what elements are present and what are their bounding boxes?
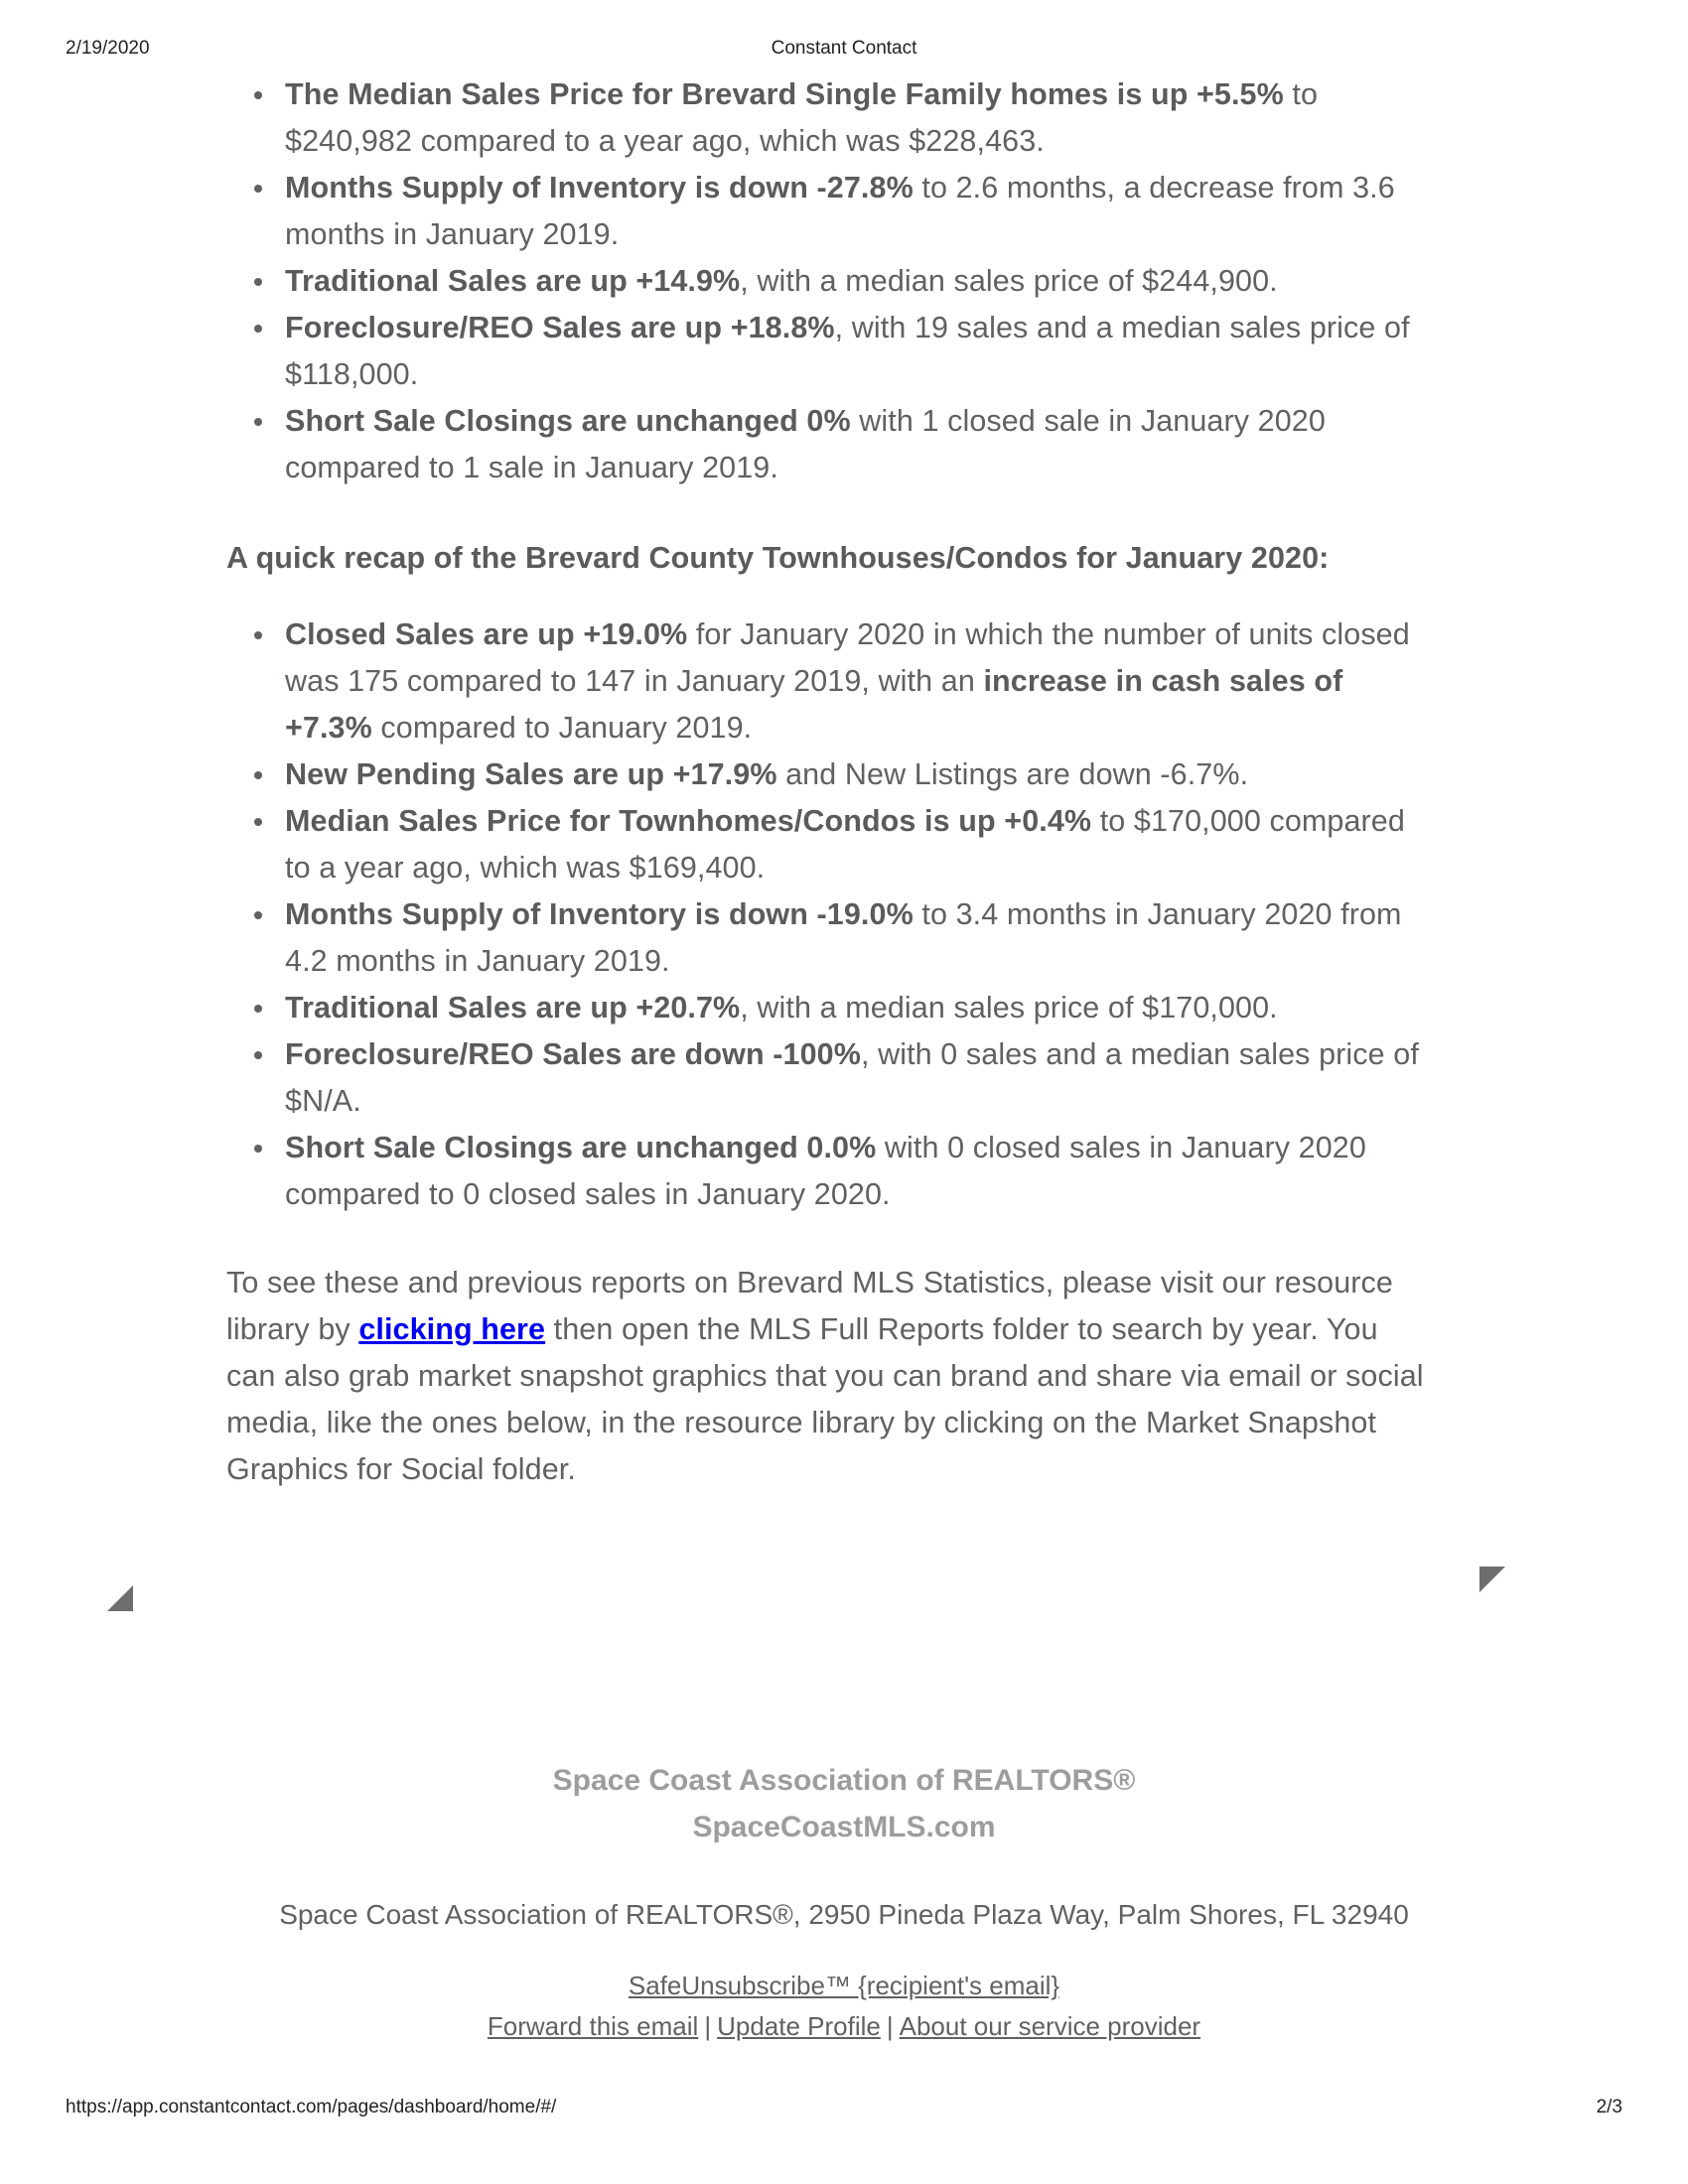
section-heading: A quick recap of the Brevard County Townhouses/Condos for January 2020: (226, 541, 1330, 575)
bullet-bold-lead: Median Sales Price for Townhomes/Condos is up +0.4% (285, 804, 1092, 838)
crop-mark-right-icon (1479, 1567, 1505, 1592)
bullet-dot-icon (254, 1051, 262, 1059)
bullet-dot-icon (254, 911, 262, 919)
safe-unsubscribe-link[interactable]: SafeUnsubscribe™ {recipient's email} (628, 1971, 1060, 2000)
bullet-text: to $240,982 compared to a year ago, which was $228,463. (285, 77, 1319, 158)
bullet-bold-lead: Short Sale Closings are unchanged 0% (285, 404, 851, 438)
footer-separator: | (704, 2011, 712, 2041)
clicking-here-link[interactable]: clicking here (358, 1312, 546, 1346)
condo-bullet-list (226, 612, 1428, 1218)
bullet-dot-icon (254, 91, 262, 99)
list-item (226, 305, 1428, 398)
list-item (226, 985, 1428, 1031)
bullet-text: and New Listings are down -6.7%. (776, 757, 1249, 791)
update-profile-link[interactable]: Update Profile (717, 2011, 881, 2041)
bullet-text: to 3.4 months in January 2020 from 4.2 months in January 2019. (285, 897, 1402, 978)
print-footer-url: https://app.constantcontact.com/pages/dashboard/home/#/ (66, 2097, 557, 2117)
branding-org-name: Space Coast Association of REALTORS® (552, 1764, 1136, 1797)
closing-paragraph (226, 1260, 1428, 1493)
bullet-bold-lead: Traditional Sales are up +14.9% (285, 264, 741, 298)
bullet-bold-lead: Foreclosure/REO Sales are up +18.8% (285, 311, 835, 344)
list-item (226, 71, 1428, 165)
closing-text-before: To see these and previous reports on Brevard MLS Statistics, please visit our resource library by (226, 1266, 1393, 1346)
footer-links-row (0, 2011, 1688, 2042)
print-footer-page-number: 2/3 (1596, 2097, 1622, 2117)
footer-unsubscribe-row (0, 1971, 1688, 2001)
list-item (226, 751, 1428, 798)
bullet-text: , with 0 sales and a median sales price of $N/A. (285, 1037, 1419, 1118)
forward-this-email-link[interactable]: Forward this email (487, 2011, 699, 2041)
bullet-bold-lead: Foreclosure/REO Sales are down -100% (285, 1037, 861, 1071)
crop-mark-left-icon (107, 1585, 133, 1611)
bullet-text: , with 19 sales and a median sales price of $118,000. (285, 311, 1410, 391)
bullet-dot-icon (254, 818, 262, 826)
bullet-bold-mid: increase in cash sales of +7.3% (285, 664, 1343, 745)
bullet-dot-icon (254, 325, 262, 333)
bullet-bold-lead: Months Supply of Inventory is down -27.8% (285, 171, 914, 205)
print-header (0, 38, 1688, 68)
print-header-title: Constant Contact (771, 38, 917, 59)
bullet-dot-icon (254, 631, 262, 639)
list-item (226, 398, 1428, 491)
bullet-text: with 0 closed sales in January 2020 compared to 0 closed sales in January 2020. (285, 1131, 1366, 1211)
about-service-provider-link[interactable]: About our service provider (899, 2011, 1201, 2041)
footer-separator: | (886, 2011, 894, 2041)
print-header-date: 2/19/2020 (66, 38, 150, 59)
footer-address: Space Coast Association of REALTORS®, 2950 Pineda Plaza Way, Palm Shores, FL 32940 (279, 1899, 1409, 1930)
bullet-dot-icon (254, 418, 262, 426)
list-item (226, 258, 1428, 305)
bullet-dot-icon (254, 771, 262, 779)
list-item (226, 1125, 1428, 1218)
list-item (226, 798, 1428, 891)
bullet-text: , with a median sales price of $244,900. (740, 264, 1278, 298)
single-family-bullet-list (226, 71, 1428, 491)
bullet-bold-lead: Traditional Sales are up +20.7% (285, 991, 741, 1024)
list-item (226, 891, 1428, 985)
document-body (226, 71, 1428, 1493)
bullet-text: to 2.6 months, a decrease from 3.6 months in January 2019. (285, 171, 1395, 251)
bullet-bold-lead: New Pending Sales are up +17.9% (285, 757, 777, 791)
bullet-dot-icon (254, 278, 262, 286)
bullet-tail: compared to January 2019. (371, 711, 753, 745)
list-item (226, 612, 1428, 751)
bullet-text: for January 2020 in which the number of units closed was 175 compared to 147 in January 2019, with an (285, 617, 1410, 698)
bullet-bold-lead: Short Sale Closings are unchanged 0.0% (285, 1131, 877, 1164)
bullet-text: , with a median sales price of $170,000. (740, 991, 1278, 1024)
bullet-text: with 1 closed sale in January 2020 compared to 1 sale in January 2019. (285, 404, 1326, 484)
list-item (226, 165, 1428, 258)
list-item (226, 1031, 1428, 1125)
bullet-bold-lead: The Median Sales Price for Brevard Single Family homes is up +5.5% (285, 77, 1284, 111)
closing-text-after: then open the MLS Full Reports folder to search by year. You can also grab market snapshot graphics that you can brand and share via email or social media, like the ones below, in the resource library by clicking on the Market Snapshot Graphics for Social folder. (226, 1312, 1424, 1486)
bullet-dot-icon (254, 185, 262, 193)
print-footer (0, 2097, 1688, 2124)
bullet-bold-lead: Months Supply of Inventory is down -19.0% (285, 897, 914, 931)
bullet-bold-lead: Closed Sales are up +19.0% (285, 617, 688, 651)
bullet-text: to $170,000 compared to a year ago, which was $169,400. (285, 804, 1405, 885)
branding-website: SpaceCoastMLS.com (692, 1811, 996, 1843)
bullet-dot-icon (254, 1145, 262, 1153)
bullet-dot-icon (254, 1005, 262, 1013)
